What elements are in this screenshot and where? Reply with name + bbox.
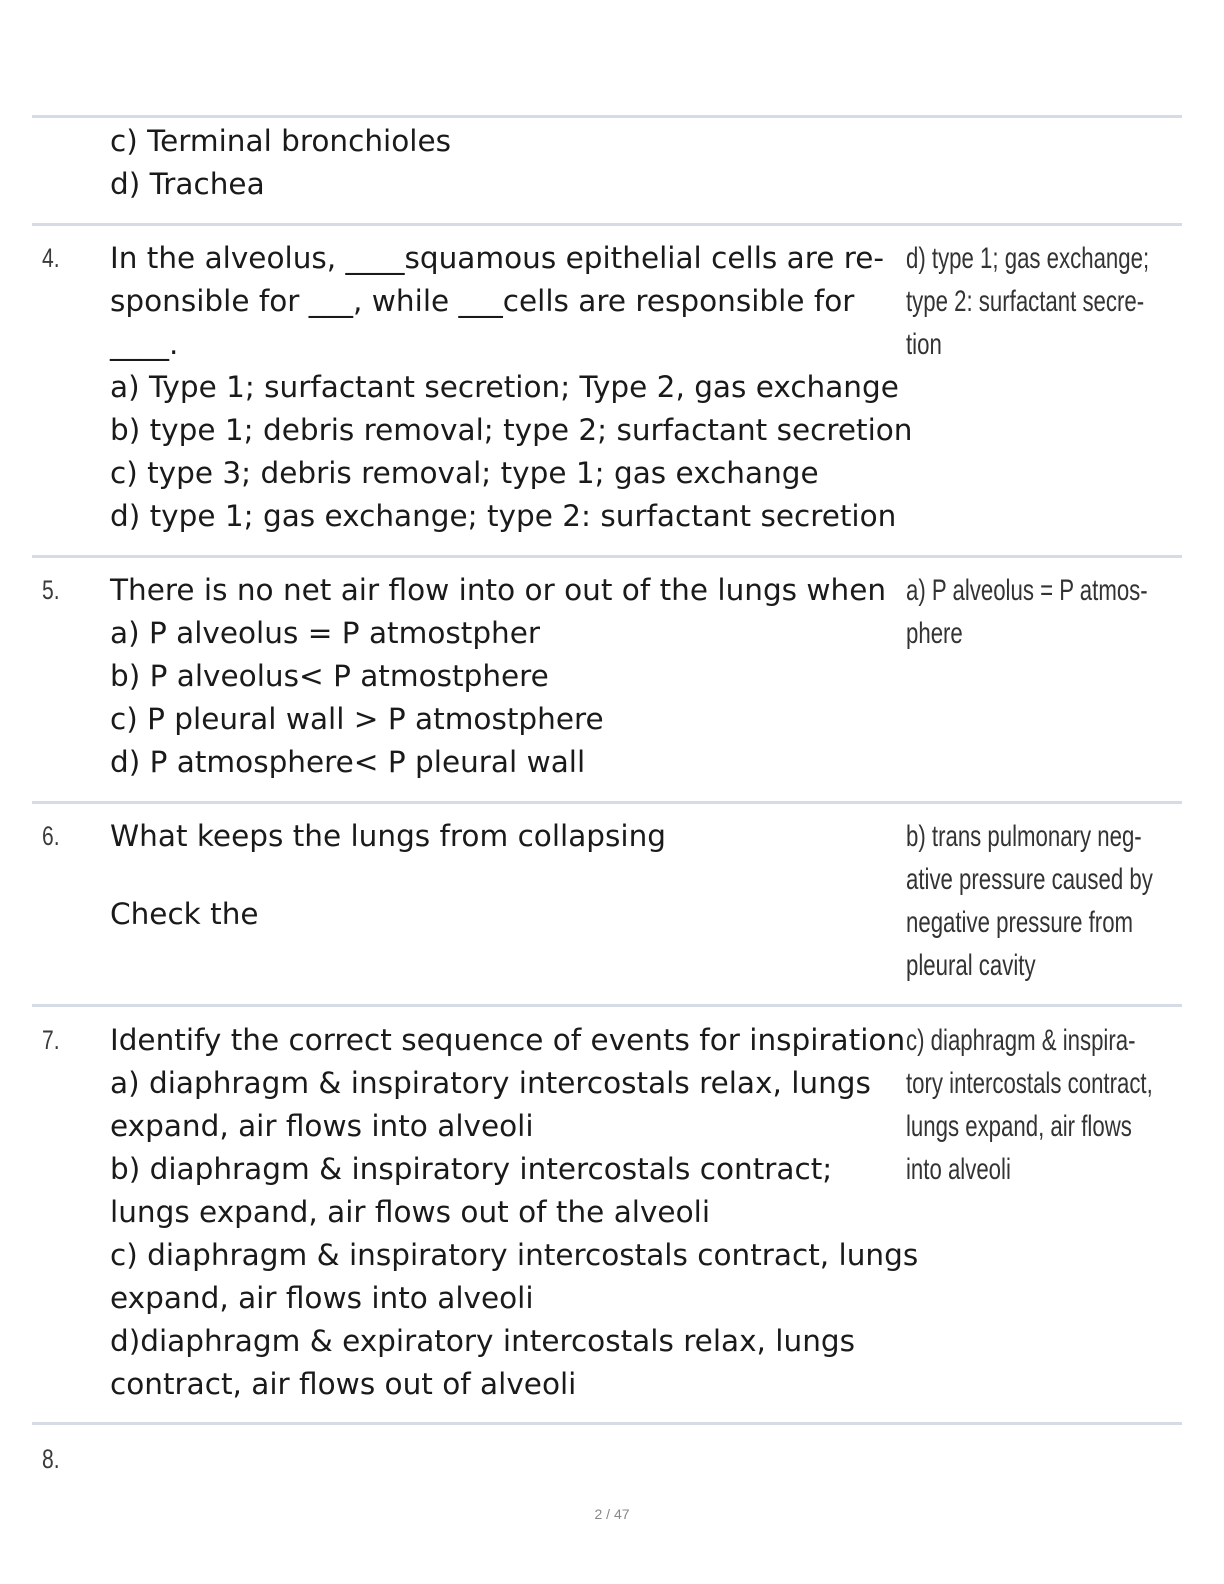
question-text [110,1019,919,1406]
option-d-continued: contract, air flows out of alveoli [110,1367,577,1401]
option-b: b) diaphragm & inspiratory intercostals contract; [110,1152,833,1186]
answer-text [906,569,1148,655]
answer-line: into alveoli [906,1153,1011,1186]
question-number: 8. [42,1444,60,1474]
question-line: d) Trachea [110,167,265,201]
option-b-continued: lungs expand, air flows out of the alveoli [110,1195,711,1229]
answer-line: lungs expand, air flows [906,1110,1132,1143]
answer-text [906,1019,1153,1191]
question-text [110,237,913,538]
question-line: sponsible for ___, while ___cells are responsible for [110,284,855,318]
answer-line: a) P alveolus = P atmos- [906,574,1148,607]
divider-before-q4 [32,223,1182,226]
option-a-continued: expand, air flows into alveoli [110,1109,534,1143]
option-a: a) diaphragm & inspiratory intercostals relax, lungs [110,1066,871,1100]
option-c: c) type 3; debris removal; type 1; gas exchange [110,456,819,490]
question-line: In the alveolus, ____squamous epithelial cells are re- [110,241,885,275]
option-b: b) type 1; debris removal; type 2; surfactant secretion [110,413,913,447]
question-line: What keeps the lungs from collapsing [110,819,667,853]
paragraph-gap [110,858,910,893]
option-c-continued: expand, air flows into alveoli [110,1281,534,1315]
divider-top [32,115,1182,118]
page-indicator: 2 / 47 [594,1506,630,1522]
divider-before-q6 [32,801,1182,804]
answer-line: phere [906,617,963,650]
question-text [110,815,910,936]
option-d: d)diaphragm & expiratory intercostals relax, lungs [110,1324,855,1358]
answer-text [906,237,1150,366]
option-a: a) Type 1; surfactant secretion; Type 2, gas exchange [110,370,899,404]
answer-line: negative pressure from [906,906,1134,939]
divider-before-q7 [32,1004,1182,1007]
question-number: 6. [42,821,60,851]
option-c: c) diaphragm & inspiratory intercostals contract, lungs [110,1238,919,1272]
answer-line: c) diaphragm & inspira- [906,1024,1136,1057]
question-line: c) Terminal bronchioles [110,124,451,158]
question-number: 7. [42,1025,60,1055]
question-line: Check the [110,897,259,931]
option-c: c) P pleural wall > P atmostphere [110,702,604,736]
question-line: There is no net air flow into or out of the lungs when [110,573,887,607]
option-d: d) P atmosphere< P pleural wall [110,745,586,779]
answer-line: type 2: surfactant secre- [906,285,1145,318]
option-a: a) P alveolus = P atmostpher [110,616,541,650]
option-d: d) type 1; gas exchange; type 2: surfactant secretion [110,499,897,533]
answer-text [906,815,1153,987]
answer-line: tory intercostals contract, [906,1067,1153,1100]
divider-before-q5 [32,555,1182,558]
answer-line: ative pressure caused by [906,863,1153,896]
answer-line: b) trans pulmonary neg- [906,820,1142,853]
divider-before-q8 [32,1422,1182,1425]
answer-line: tion [906,328,942,361]
question-line: ____. [110,327,179,361]
option-b: b) P alveolus< P atmostphere [110,659,549,693]
question-text [110,569,910,784]
question-number: 4. [42,243,60,273]
question-number: 5. [42,575,60,605]
question-line: Identify the correct sequence of events for inspiration [110,1023,906,1057]
question-text [110,120,910,206]
answer-line: d) type 1; gas exchange; [906,242,1150,275]
answer-line: pleural cavity [906,949,1036,982]
